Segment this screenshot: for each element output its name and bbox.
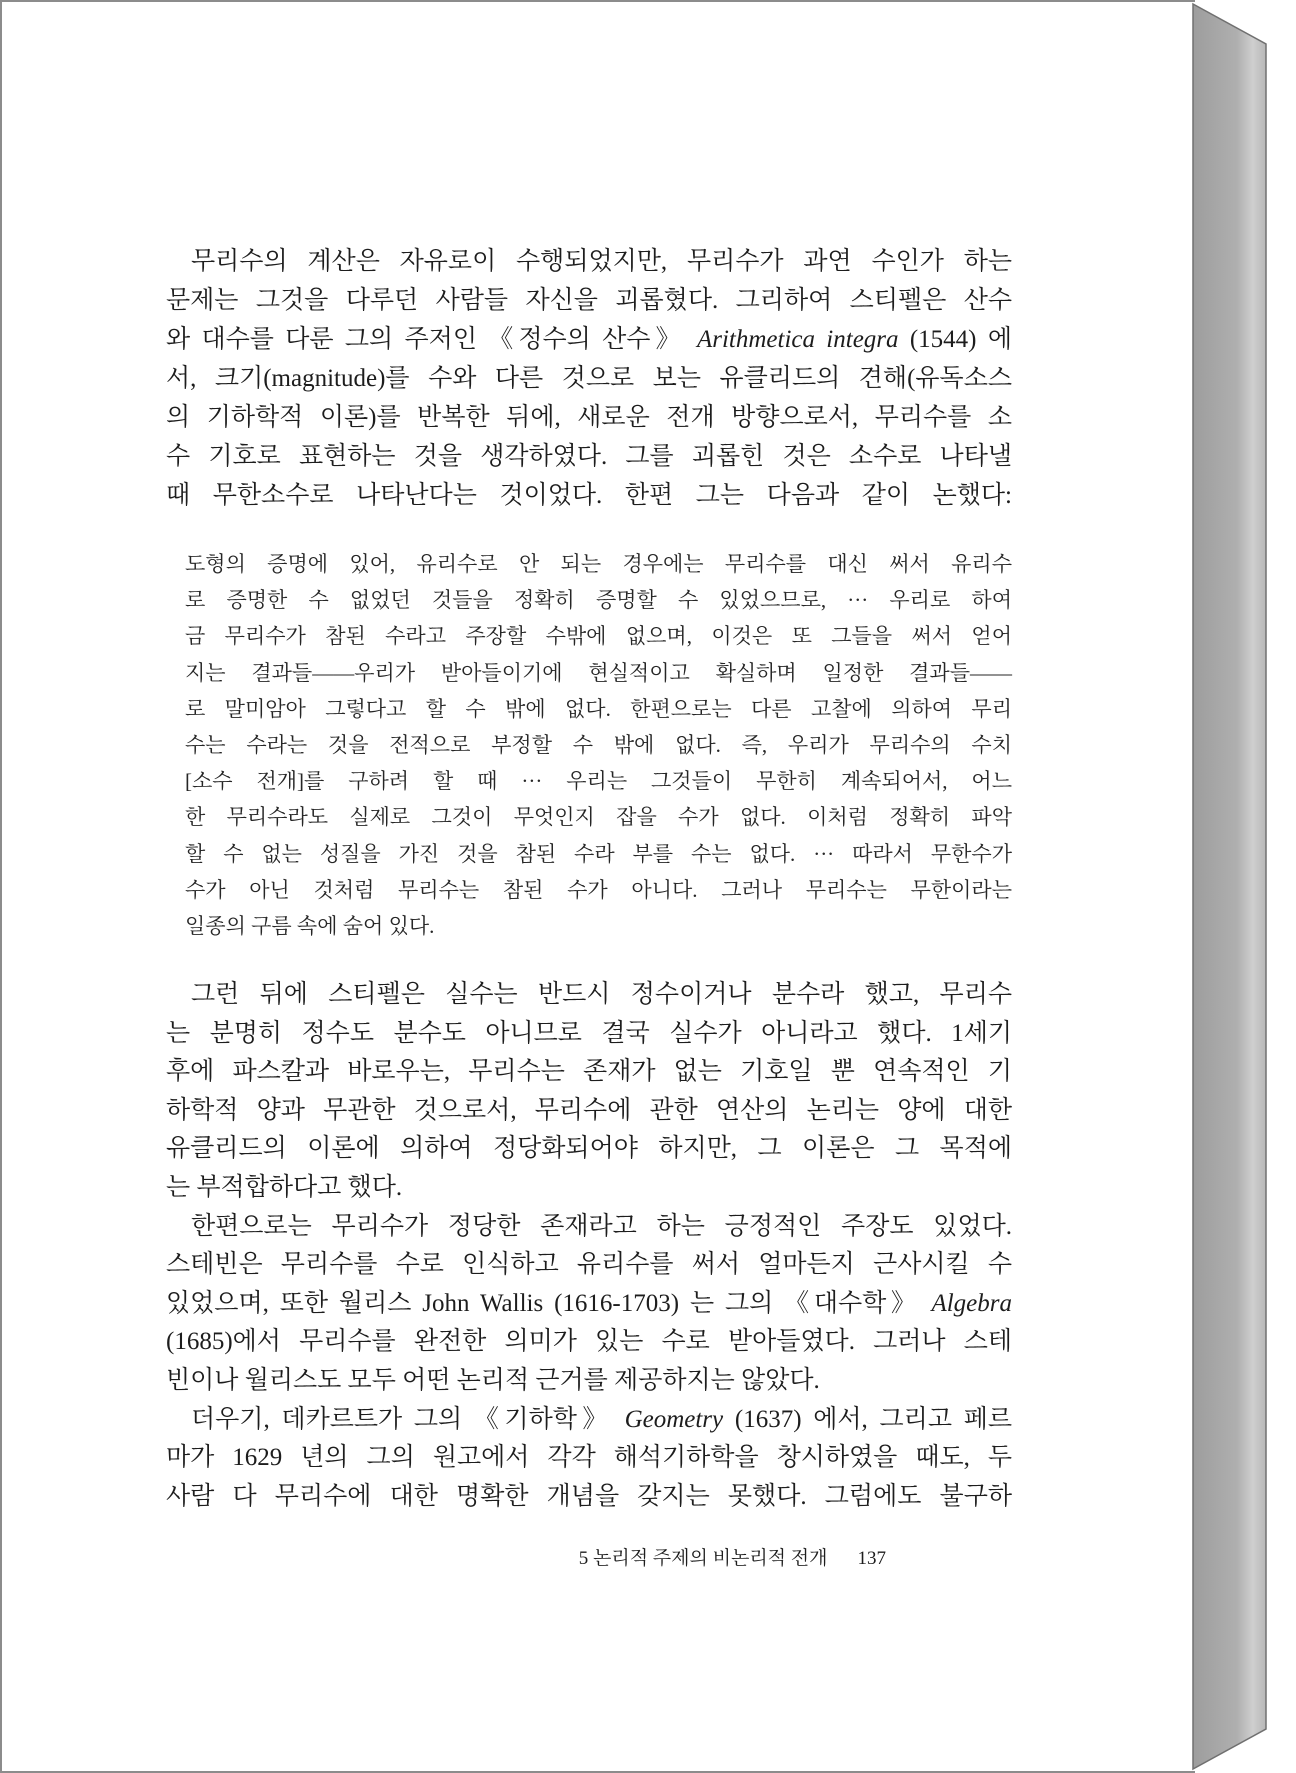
quote-line: 할 수 없는 성질을 가진 것을 참된 수라 부를 수는 없다. ··· 따라서 무한수가 <box>185 841 1012 866</box>
text-line: 하학적 양과 무관한 것으로서, 무리수에 관한 연산의 논리는 양에 대한 <box>166 1096 1012 1124</box>
text-line: 후에 파스칼과 바로우는, 무리수는 존재가 없는 기호일 뿐 연속적인 기 <box>166 1058 1012 1086</box>
text-line: 서, 크기(magnitude)를 수와 다른 것으로 보는 유클리드의 견해(유독소스 <box>166 365 1012 392</box>
quote-line: 한 무리수라도 실제로 그것이 무엇인지 잡을 수가 없다. 이처럼 정확히 파악 <box>185 805 1012 830</box>
text-line: 는 분명히 정수도 분수도 아니므로 결국 실수가 아니라고 했다. 1세기 <box>166 1019 1012 1047</box>
paragraph <box>166 1401 1012 1517</box>
text-line: 무리수의 계산은 자유로이 수행되었지만, 무리수가 과연 수인가 하는 <box>191 248 1012 275</box>
text-line: (1685)에서 무리수를 완전한 의미가 있는 수로 받아들였다. 그러나 스테 <box>166 1328 1012 1356</box>
text-line: 스테빈은 무리수를 수로 인식하고 유리수를 써서 얼마든지 근사시킬 수 <box>166 1251 1012 1279</box>
chapter-title: 5 논리적 주제의 비논리적 전개 <box>578 1548 828 1569</box>
paragraph <box>166 242 1012 515</box>
text-body <box>166 976 1012 1516</box>
text-line: 는 부적합하다고 했다. <box>166 1173 403 1201</box>
quote-line: 수가 아닌 것처럼 무리수는 참된 수가 아니다. 그러나 무리수는 무한이라는 <box>185 877 1012 902</box>
italic-book-title: Geometry <box>624 1405 724 1433</box>
quote-line: 금 무리수가 참된 수라고 주장할 수밖에 없으며, 이것은 또 그들을 써서 얻어 <box>185 624 1012 649</box>
text-line: 마가 1629 년의 그의 원고에서 각각 해석기하학을 창시하였을 때도, 두 <box>166 1444 1012 1472</box>
paragraph <box>166 976 1012 1208</box>
quote-line: 로 증명한 수 없었던 것들을 정확히 증명할 수 있었으므로, ··· 우리로 하여 <box>185 588 1012 613</box>
quote-line: 로 말미암아 그렇다고 할 수 밖에 없다. 한편으로는 다른 고찰에 의하여 무리 <box>185 696 1012 721</box>
quote-line: 수는 수라는 것을 전적으로 부정할 수 밖에 없다. 즉, 우리가 무리수의 수치 <box>185 732 1012 757</box>
running-footer <box>579 1546 886 1572</box>
text-line: 사람 다 무리수에 대한 명확한 개념을 갖지는 못했다. 그럼에도 불구하 <box>166 1482 1012 1510</box>
text-line <box>166 1285 1012 1324</box>
text-line: 그런 뒤에 스티펠은 실수는 반드시 정수이거나 분수라 했고, 무리수 <box>191 981 1012 1008</box>
text-line: 한편으로는 무리수가 정당한 존재라고 하는 긍정적인 주장도 있었다. <box>191 1212 1012 1240</box>
text-line: 유클리드의 이론에 의하여 정당화되어야 하지만, 그 이론은 그 목적에 <box>166 1135 1012 1163</box>
line-text: 와 대수를 다룬 그의 주저인 《정수의 산수》 <box>166 326 697 353</box>
text-line: 빈이나 월리스도 모두 어떤 논리적 근거를 제공하지는 않았다. <box>166 1366 820 1394</box>
italic-book-title: Arithmetica integra <box>696 326 899 353</box>
quote-line: 도형의 증명에 있어, 유리수로 안 되는 경우에는 무리수를 대신 써서 유리수 <box>185 552 1012 576</box>
quote-line: 일종의 구름 속에 숨어 있다. <box>185 913 435 938</box>
block-quote <box>185 546 1012 944</box>
quote-line: [소수 전개]를 구하려 할 때 ··· 우리는 그것들이 무한히 계속되어서, 어느 <box>185 769 1012 794</box>
line-text: 더우기, 데카르트가 그의 《기하학》 <box>191 1405 625 1433</box>
text-line <box>166 320 1012 359</box>
page-number: 137 <box>857 1548 886 1569</box>
text-line: 때 무한소수로 나타난다는 것이었다. 한편 그는 다음과 같이 논했다: <box>166 482 1012 509</box>
text-line <box>166 1401 1012 1440</box>
text-line: 수 기호로 표현하는 것을 생각하였다. 그를 괴롭힌 것은 소수로 나타낼 <box>166 443 1012 470</box>
quote-line: 지는 결과들——우리가 받아들이기에 현실적이고 확실하며 일정한 결과들—— <box>185 660 1012 685</box>
paragraph <box>166 1208 1012 1401</box>
text-line: 문제는 그것을 다루던 사람들 자신을 괴롭혔다. 그리하여 스티펠은 산수 <box>166 287 1012 314</box>
text-line: 의 기하학적 이론)를 반복한 뒤에, 새로운 전개 방향으로서, 무리수를 소 <box>166 404 1012 431</box>
line-text: (1637) 에서, 그리고 페르 <box>723 1405 1013 1433</box>
italic-book-title: Algebra <box>931 1289 1012 1317</box>
line-text: (1544) 에 <box>898 326 1012 353</box>
page-block-side <box>1193 4 1266 1769</box>
line-text: 있었으며, 또한 월리스 John Wallis (1616-1703) 는 그의 《대수학》 <box>166 1289 932 1317</box>
